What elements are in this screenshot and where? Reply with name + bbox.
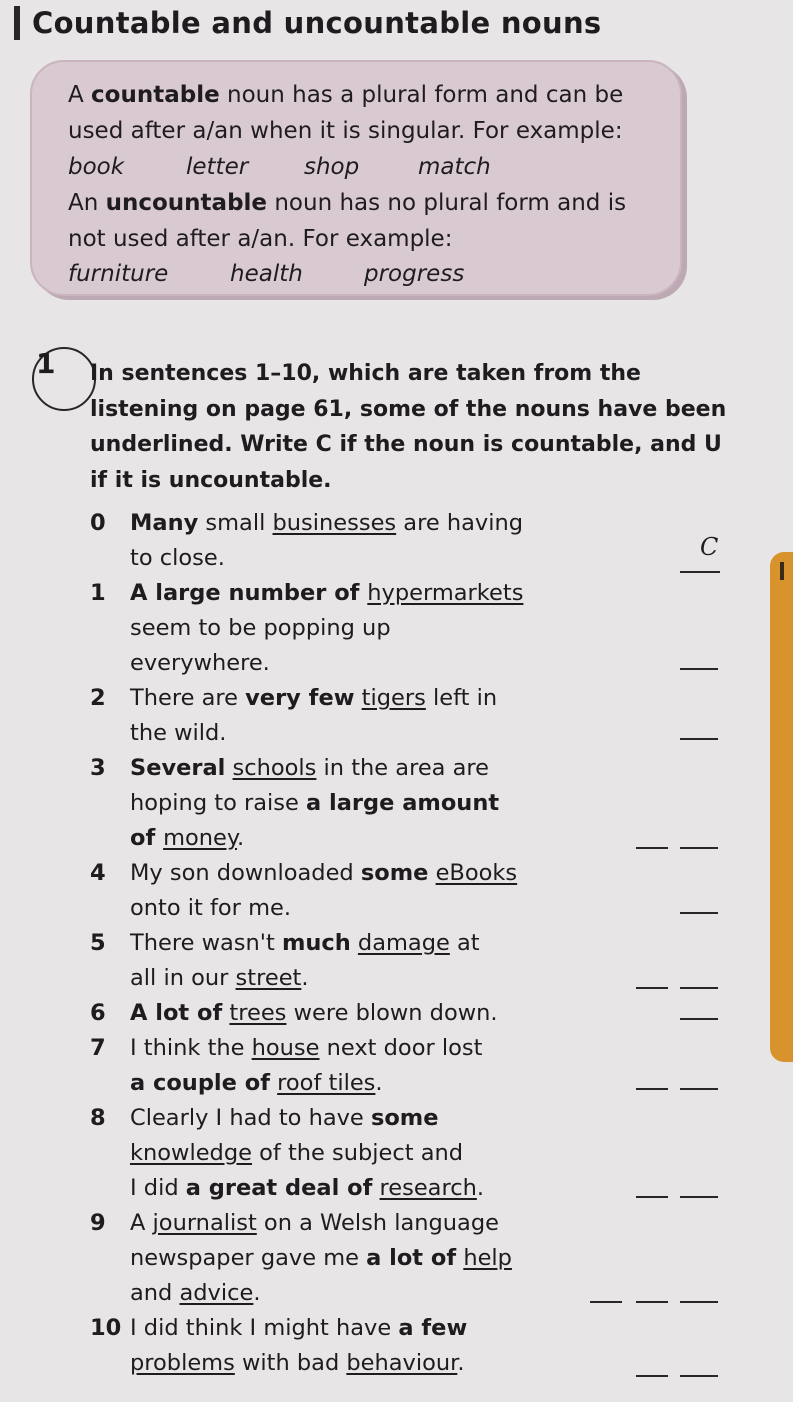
answer-blank[interactable]: [680, 847, 718, 849]
answer-blank[interactable]: [680, 987, 718, 989]
answer-blank[interactable]: [680, 738, 718, 740]
info-line-5: not used after a/an. For example:: [68, 226, 453, 252]
example-word: book: [68, 154, 125, 180]
tab-mark: [780, 562, 784, 580]
answer-blank[interactable]: [636, 1301, 668, 1303]
answer-blank[interactable]: [636, 1196, 668, 1198]
instruction-line-1: In sentences 1–10, which are taken from the: [90, 361, 641, 386]
info-line-2: used after a/an when it is singular. For example:: [68, 118, 623, 144]
page-edge-tab: [770, 552, 793, 1062]
answer-blank[interactable]: [680, 571, 720, 573]
answer-blank[interactable]: [636, 847, 668, 849]
answer-blank[interactable]: [680, 668, 718, 670]
answer-blank[interactable]: [680, 912, 718, 914]
instruction-line-3: underlined. Write C if the noun is countable, and U: [90, 432, 722, 457]
textbook-page: Countable and uncountable nouns A countable noun has a plural form and can be used after a/an when it is singular. For example: book letter shop match An uncountable noun has no plural form and is not used after a/an. For example: furniture health progress 1 In sentences 1–10, which are taken from the listening on page 61, some of the nouns have been underlined. Write C if the noun is countable, and U if it is uncountable. 0 Many small businesses are having to close. C 1 A large number of hypermarkets seem to be popping up everywhere. 2 There are very few tigers left in the wild. 3 Several schools in the area are hoping to raise a large amount of money. 4 My son downloaded some eBooks onto it for me. 5 There wasn't much damage at all in our street. 6 A lot of trees were blown down. 7 I think the house next door lost a couple of roof tiles. 8 Clearly I had to have some knowledge of the subject and I did a great deal of research. 9 A journalist on a Welsh language newspaper gave me a lot of help and advice. 10 I did think I might have a few problems with bad behaviour.: [0, 0, 793, 1402]
section-bar: [14, 6, 20, 40]
answer-blank[interactable]: [680, 1375, 718, 1377]
example-answer: C: [700, 533, 719, 561]
info-line-4: An uncountable noun has no plural form and is: [68, 190, 627, 216]
answer-blank[interactable]: [680, 1301, 718, 1303]
grammar-info-box: [30, 60, 682, 296]
info-line-1: A countable noun has a plural form and can be: [68, 82, 624, 108]
answer-blank[interactable]: [680, 1018, 718, 1020]
example-word: progress: [364, 261, 465, 287]
example-word: shop: [304, 154, 360, 180]
example-word: match: [418, 154, 491, 180]
example-word: furniture: [68, 261, 169, 287]
answer-blank[interactable]: [636, 1375, 668, 1377]
example-word: letter: [186, 154, 249, 180]
example-word: health: [230, 261, 303, 287]
answer-blank[interactable]: [636, 987, 668, 989]
page-title: Countable and uncountable nouns: [32, 6, 602, 40]
instruction-line-4: if it is uncountable.: [90, 468, 332, 493]
exercise-number-circle: 1: [32, 347, 96, 411]
answer-blank[interactable]: [680, 1088, 718, 1090]
answer-blank[interactable]: [590, 1301, 622, 1303]
instruction-line-2: listening on page 61, some of the nouns have been: [90, 397, 727, 422]
answer-blank[interactable]: [680, 1196, 718, 1198]
answer-blank[interactable]: [636, 1088, 668, 1090]
